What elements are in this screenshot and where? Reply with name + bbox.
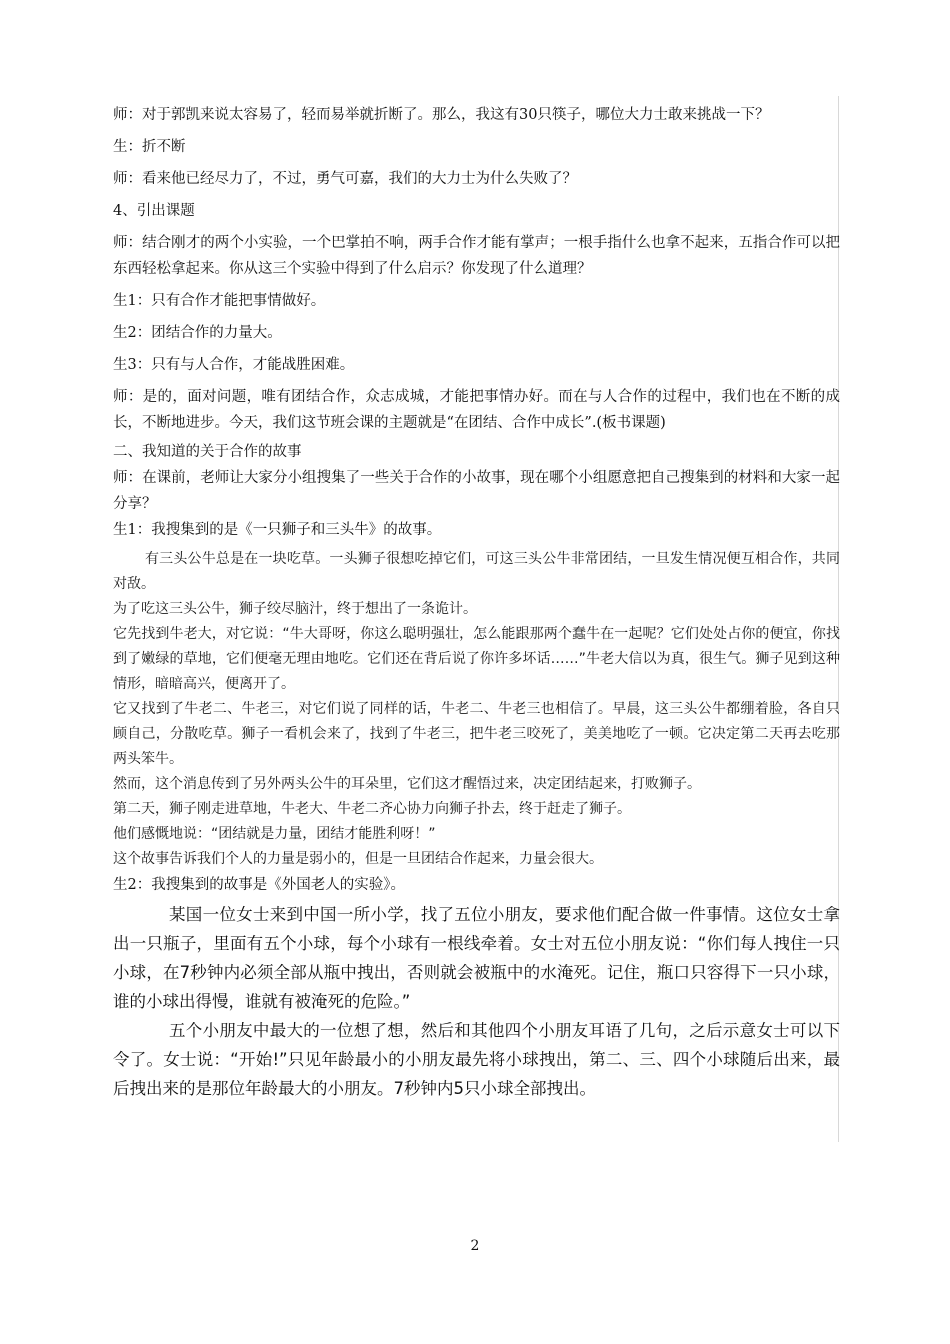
- paragraph-student-2-story-intro: 生2：我搜集到的故事是《外国老人的实验》。: [113, 877, 405, 893]
- story-lion-and-bulls: [113, 547, 840, 872]
- story-paragraph: 然而，这个消息传到了另外两头公牛的耳朵里，它们这才醒悟过来，决定团结起来，打败狮子。: [113, 776, 701, 792]
- story-paragraph: 他们感慨地说：“团结就是力量，团结才能胜利呀！”: [113, 826, 436, 842]
- story-paragraph: 为了吃这三头公牛，狮子绞尽脑汁，终于想出了一条诡计。: [113, 601, 477, 617]
- paragraph-student-reply: 生：折不断: [113, 139, 186, 155]
- paragraph-teacher-question: 师：看来他已经尽力了，不过，勇气可嘉，我们的大力士为什么失败了？: [113, 171, 577, 187]
- section-heading-cooperation-stories: 二、我知道的关于合作的故事: [113, 444, 302, 460]
- story-foreign-elder-experiment: [113, 900, 840, 1103]
- page-number: 2: [470, 1238, 480, 1254]
- paragraph-teacher-summary: 师：结合刚才的两个小实验，一个巴掌拍不响，两手合作才能有掌声；一根手指什么也拿不起来，五指合作可以把东西轻松拿起来。你从这三个实验中得到了什么启示？你发现了什么道理？: [113, 235, 840, 277]
- story-paragraph: 有三头公牛总是在一块吃草。一头狮子很想吃掉它们，可这三头公牛非常团结，一旦发生情况便互相合作，共同对敌。: [113, 551, 840, 592]
- story-paragraph: 五个小朋友中最大的一位想了想，然后和其他四个小朋友耳语了几句，之后示意女士可以下令了。女士说：“开始!”只见年龄最小的小朋友最先将小球拽出，第二、三、四个小球随后出来，最后拽出来的是那位年龄最大的小朋友。7秒钟内5只小球全部拽出。: [113, 1021, 840, 1098]
- paragraph-teacher-theme: 师：是的，面对问题，唯有团结合作，众志成城，才能把事情办好。而在与人合作的过程中，我们也在不断的成长，不断地进步。今天，我们这节班会课的主题就是“在团结、合作中成长”.(板书课题): [113, 389, 840, 431]
- story-paragraph: 第二天，狮子刚走进草地，牛老大、牛老二齐心协力向狮子扑去，终于赶走了狮子。: [113, 801, 631, 817]
- story-paragraph: 它又找到了牛老二、牛老三，对它们说了同样的话，牛老二、牛老三也相信了。早晨，这三头公牛都绷着脸，各自只顾自己，分散吃草。狮子一看机会来了，找到了牛老三，把牛老三咬死了，美美地吃了一顿。它决定第二天再去吃那两头笨牛。: [113, 701, 840, 767]
- document-body: [113, 102, 840, 1103]
- section-heading-intro-topic: 4、引出课题: [113, 203, 195, 219]
- paragraph-student-1: 生1：只有合作才能把事情做好。: [113, 293, 326, 309]
- paragraph-teacher-prompt: 师：在课前，老师让大家分小组搜集了一些关于合作的小故事，现在哪个小组愿意把自己搜集到的材料和大家一起分享？: [113, 470, 840, 512]
- paragraph-student-3: 生3：只有与人合作，才能战胜困难。: [113, 357, 355, 373]
- story-moral: 这个故事告诉我们个人的力量是弱小的，但是一旦团结合作起来，力量会很大。: [113, 851, 603, 867]
- story-paragraph: 它先找到牛老大，对它说：“牛大哥呀，你这么聪明强壮，怎么能跟那两个蠢牛在一起呢？它们处处占你的便宜，你找到了嫩绿的草地，它们便毫无理由地吃。它们还在背后说了你许多坏话……”牛老大信以为真，很生气。狮子见到这种情形，暗暗高兴，便离开了。: [113, 626, 840, 692]
- paragraph-teacher-challenge: 师：对于郭凯来说太容易了，轻而易举就折断了。那么，我这有30只筷子，哪位大力士敢来挑战一下？: [113, 107, 770, 123]
- paragraph-student-2: 生2：团结合作的力量大。: [113, 325, 282, 341]
- story-paragraph: 某国一位女士来到中国一所小学，找了五位小朋友，要求他们配合做一件事情。这位女士拿出一只瓶子，里面有五个小球，每个小球有一根线牵着。女士对五位小朋友说：“你们每人拽住一只小球，在7秒钟内必须全部从瓶中拽出，否则就会被瓶中的水淹死。记住，瓶口只容得下一只小球，谁的小球出得慢，谁就有被淹死的危险。”: [113, 905, 840, 1011]
- paragraph-student-1-story-intro: 生1：我搜集到的是《一只狮子和三头牛》的故事。: [113, 522, 442, 538]
